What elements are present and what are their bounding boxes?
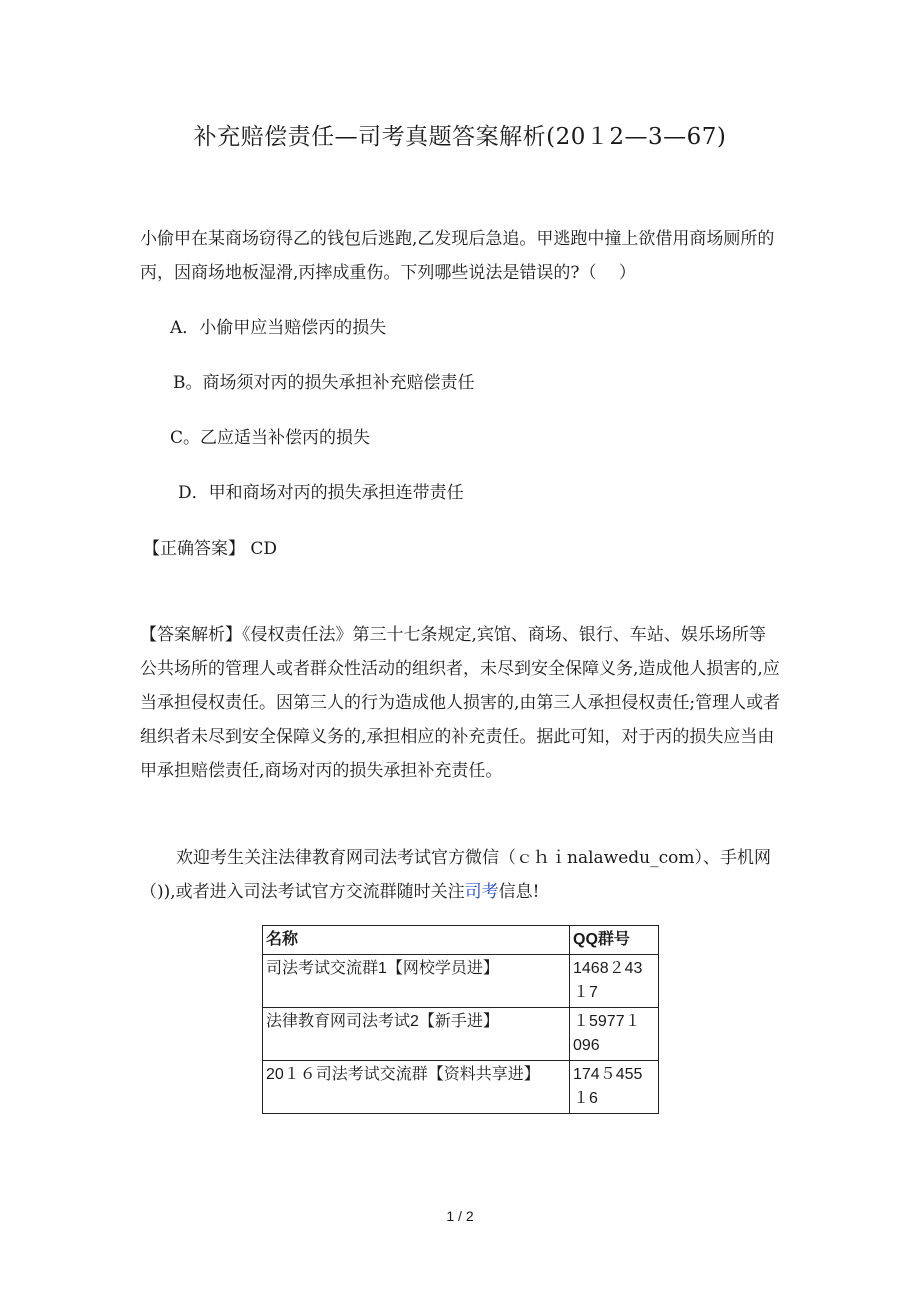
table-row (263, 1061, 659, 1114)
group-qq: 174５455１6 (570, 1061, 659, 1114)
sikao-link[interactable]: 司考 (464, 882, 499, 902)
page-title: 补充赔偿责任—司考真题答案解析(20１2—3—67) (193, 124, 727, 150)
option-d: D．甲和商场对丙的损失承担连带责任 (178, 483, 464, 503)
group-qq: 1468２43１7 (570, 955, 659, 1008)
option-a: A．小偷甲应当赔偿丙的损失 (170, 318, 387, 338)
table-header-row (263, 926, 659, 955)
group-name: 20１６司法考试交流群【资料共享进】 (263, 1061, 570, 1114)
question-text: 小偷甲在某商场窃得乙的钱包后逃跑,乙发现后急追。甲逃跑中撞上欲借用商场厕所的丙，因商场地板湿滑,丙摔成重伤。下列哪些说法是错误的?（ ） (140, 229, 775, 283)
option-b: B。商场须对丙的损失承担补充赔偿责任 (173, 373, 475, 393)
notice-text-end: 信息! (498, 882, 540, 902)
table-row (263, 955, 659, 1008)
group-name: 司法考试交流群1【网校学员进】 (263, 955, 570, 1008)
follow-notice (140, 841, 782, 909)
qq-group-table (262, 925, 659, 1114)
page-number: 1 / 2 (446, 1208, 474, 1224)
option-c: C。乙应适当补偿丙的损失 (170, 428, 371, 448)
header-name: 名称 (263, 926, 570, 955)
answer-analysis: 【答案解析】《侵权责任法》第三十七条规定,宾馆、商场、银行、车站、娱乐场所等公共场所的管理人或者群众性活动的组织者，未尽到安全保障义务,造成他人损害的,应当承担侵权责任。因第三人的行为造成他人损害的,由第三人承担侵权责任;管理人或者组织者未尽到安全保障义务的,承担相应的补充责任。据此可知，对于丙的损失应当由甲承担赔偿责任,商场对丙的损失承担补充责任。 (140, 625, 781, 781)
notice-text: 欢迎考生关注法律教育网司法考试官方微信（ｃｈｉnalawedu_com）、手机网（)),或者进入司法考试官方交流群随时关注 (140, 848, 771, 902)
table-row (263, 1008, 659, 1061)
group-name: 法律教育网司法考试2【新手进】 (263, 1008, 570, 1061)
header-qq: QQ群号 (570, 926, 659, 955)
correct-answer: 【正确答案】 CD (143, 539, 278, 559)
group-qq: １5977１096 (570, 1008, 659, 1061)
